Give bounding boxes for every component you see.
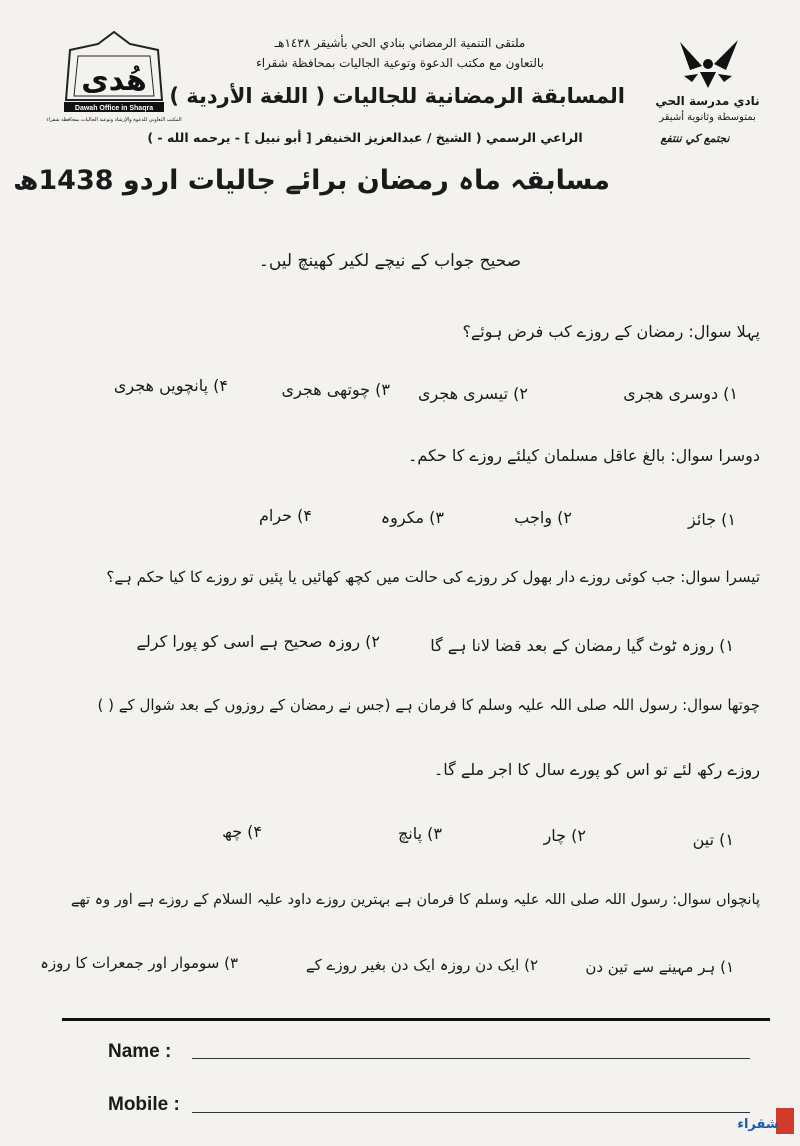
huda-logo-caption: Dawah Office in Shaqra [74,105,154,112]
question-4: چوتھا سوال: رسول اللہ صلی اللہ علیہ وسلم کا فرمان ہے (جس نے رمضان کے روزوں کے بعد شوال کے ( ) [97,696,760,714]
instruction: صحیح جواب کے نیچے لکیر کھینچ لیں۔ [258,251,522,271]
club-logo [640,36,775,148]
q1-option-3: ۳) چوتھی ھجری [281,380,390,399]
question-4-continued: روزے رکھ لئے تو اس کو پورے سال کا اجر ملے گا۔ [433,760,760,779]
q3-option-1: ۱) روزہ ٹوٹ گیا رمضان کے بعد قضا لانا ہے گا [430,636,734,655]
q2-option-4: ۴) حرام [259,506,312,525]
shaqra-watermark [738,1104,796,1138]
q5-option-3: ۳) سوموار اور جمعرات کا روزہ [40,954,238,972]
q4-option-3: ۳) پانچ [397,824,442,843]
q4-option-4: ۴) چھ [222,822,262,841]
mobile-field[interactable] [192,1112,750,1113]
mobile-label: Mobile : [108,1094,180,1115]
q2-option-3: ۳) مکروہ [380,508,444,527]
q1-option-1: ۱) دوسری ھجری [623,384,738,403]
question-3: تیسرا سوال: جب کوئی روزے دار بھول کر روزے کی حالت میں کچھ کھائیں یا پئیں تو روزے کا کیا حکم ہے؟ [106,568,760,586]
club-tagline: نجتمع كي ننتفع [660,132,730,145]
question-5: پانچواں سوال: رسول اللہ صلی اللہ علیہ وسلم کا فرمان ہے بہترین روزے داود علیہ السلام کے روزے ہے اور وہ تھے [70,892,760,908]
club-subtitle: بمتوسطة وثانوية أشيقر [659,112,756,123]
watermark-text: شقراء [737,1117,779,1132]
contest-title-arabic: المسابقة الرمضانية للجاليات ( اللغة الأردية ) [169,84,625,108]
q2-option-1: ۱) جائز [688,510,736,529]
q5-option-2: ۲) ایک دن روزہ ایک دن بغیر روزے کے [305,956,538,974]
club-name: نادي مدرسة الحي [655,94,760,108]
page-title: مسابقہ ماہ رمضان برائے جالیات اردو 1438ھ [13,165,610,196]
club-emblem-icon [640,36,775,96]
q3-option-2: ۲) روزہ صحیح ہے اسی کو پورا کرلے [136,632,380,651]
question-2: دوسرا سوال: بالغ عاقل مسلمان کیلئے روزے کا حکم۔ [407,446,760,465]
q1-option-4: ۴) پانچویں ھجری [113,376,228,395]
separator-rule [62,1018,770,1021]
q4-option-1: ۱) تین [692,830,734,849]
q4-option-2: ۲) چار [543,826,586,845]
huda-logo [46,30,182,130]
name-label: Name : [108,1041,172,1062]
huda-logo-text: هُدى [81,63,147,98]
header-line-2: بالتعاون مع مكتب الدعوة وتوعية الجاليات بمحافظة شقراء [256,56,544,70]
header-line-1: ملتقى التنمية الرمضاني بنادي الحي بأشيقر ١٤٣٨هـ [274,36,526,50]
sponsor-line: الراعي الرسمي ( الشيخ / عبدالعزيز الخنيفر [ أبو نبيل ] - يرحمه الله - ) [147,130,583,145]
name-field[interactable] [192,1058,750,1059]
question-1: پہلا سوال: رمضان کے روزے کب فرض ہوئے؟ [462,322,760,341]
huda-logo-subcaption: المكتب التعاوني للدعوة والإرشاد وتوعية الجاليات بمحافظة شقراء [46,117,182,123]
q5-option-1: ۱) ہر مہینے سے تین دن [585,958,734,976]
q2-option-2: ۲) واجب [514,508,572,527]
q1-option-2: ۲) تیسری ھجری [417,384,528,403]
